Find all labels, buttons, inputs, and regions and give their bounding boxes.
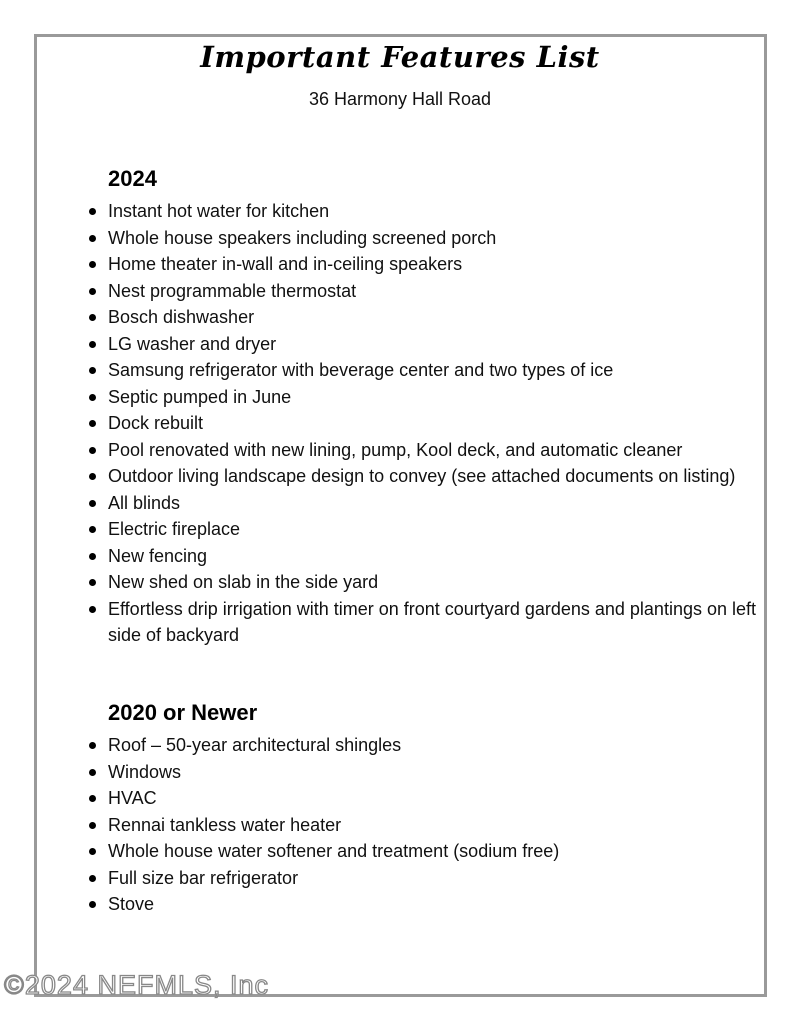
bullet-icon [89,235,96,242]
list-item-text: Bosch dishwasher [108,307,255,327]
list-item-text: New shed on slab in the side yard [108,572,379,592]
list-item-text: Windows [108,761,182,782]
list-item-text: Instant hot water for kitchen [108,201,330,221]
list-item [108,490,768,517]
list-item [108,225,768,252]
list-item-text: Stove [108,894,155,914]
list-item [108,278,768,305]
list-item [108,410,768,437]
list-item [108,543,768,570]
list-item-text: Outdoor living landscape design to convey (see attached documents on listing) [108,466,736,486]
list-item-text: Whole house water softener and treatment (sodium free) [108,841,560,861]
list-item-text: Samsung refrigerator with beverage center and two types of ice [108,360,614,380]
list-item-text: Roof – 50-year architectural shingles [108,735,402,755]
list-item-text: Full size bar refrigerator [108,867,299,888]
bullet-icon [89,447,96,454]
list-item [108,596,768,649]
bullet-icon [89,795,96,802]
bullet-icon [89,420,96,427]
bullet-icon [89,394,96,401]
bullet-icon [89,901,96,908]
bullet-icon [89,473,96,480]
bullet-icon [89,341,96,348]
list-item-text: Nest programmable thermostat [108,280,357,301]
bullet-icon [89,579,96,586]
list-item [108,463,768,490]
section-heading: 2024 [108,166,157,191]
list-item-text: LG washer and dryer [108,333,277,354]
list-item-text: Septic pumped in June [108,386,292,407]
list-item [108,838,768,865]
list-item [108,251,768,278]
list-item [108,891,768,918]
list-item [108,865,768,892]
section-heading: 2020 or Newer [108,700,258,725]
list-item-text: Pool renovated with new lining, pump, Kool deck, and automatic cleaner [108,439,683,460]
list-item [108,331,768,358]
bullet-icon [89,208,96,215]
section-2024 [108,166,768,649]
list-item [108,812,768,839]
list-item [108,785,768,812]
bullet-icon [89,526,96,533]
list-item [108,569,768,596]
list-item-text: Whole house speakers including screened porch [108,227,497,248]
list-item [108,437,768,464]
bullet-icon [89,769,96,776]
document-title: Important Features List [200,40,600,74]
bullet-icon [89,822,96,829]
list-item [108,198,768,225]
list-item-text: Rennai tankless water heater [108,814,342,835]
bullet-icon [89,606,96,613]
bullet-icon [89,367,96,374]
bullet-icon [89,848,96,855]
bullet-icon [89,314,96,321]
bullet-icon [89,875,96,882]
list-item-text: New fencing [108,545,208,566]
list-item [108,516,768,543]
list-item-text: Dock rebuilt [108,413,204,433]
section-2020-or-newer [108,700,768,918]
list-item-text: Home theater in-wall and in-ceiling speakers [108,254,463,274]
list-item [108,384,768,411]
list-item-text: HVAC [108,788,157,808]
bullet-icon [89,288,96,295]
list-item-text: All blinds [108,492,181,513]
list-item [108,732,768,759]
copyright-watermark: ©2024 NEFMLS, Inc [4,970,269,1000]
list-item [108,304,768,331]
list-item [108,357,768,384]
bullet-icon [89,500,96,507]
list-item-text: Electric fireplace [108,519,241,539]
list-item-text: Effortless drip irrigation with timer on front courtyard gardens and plantings on left side of backyard [108,598,756,645]
bullet-icon [89,553,96,560]
feature-list [108,732,768,918]
list-item [108,759,768,786]
property-address: 36 Harmony Hall Road [308,89,492,109]
feature-list [108,198,768,649]
bullet-icon [89,261,96,268]
bullet-icon [89,742,96,749]
